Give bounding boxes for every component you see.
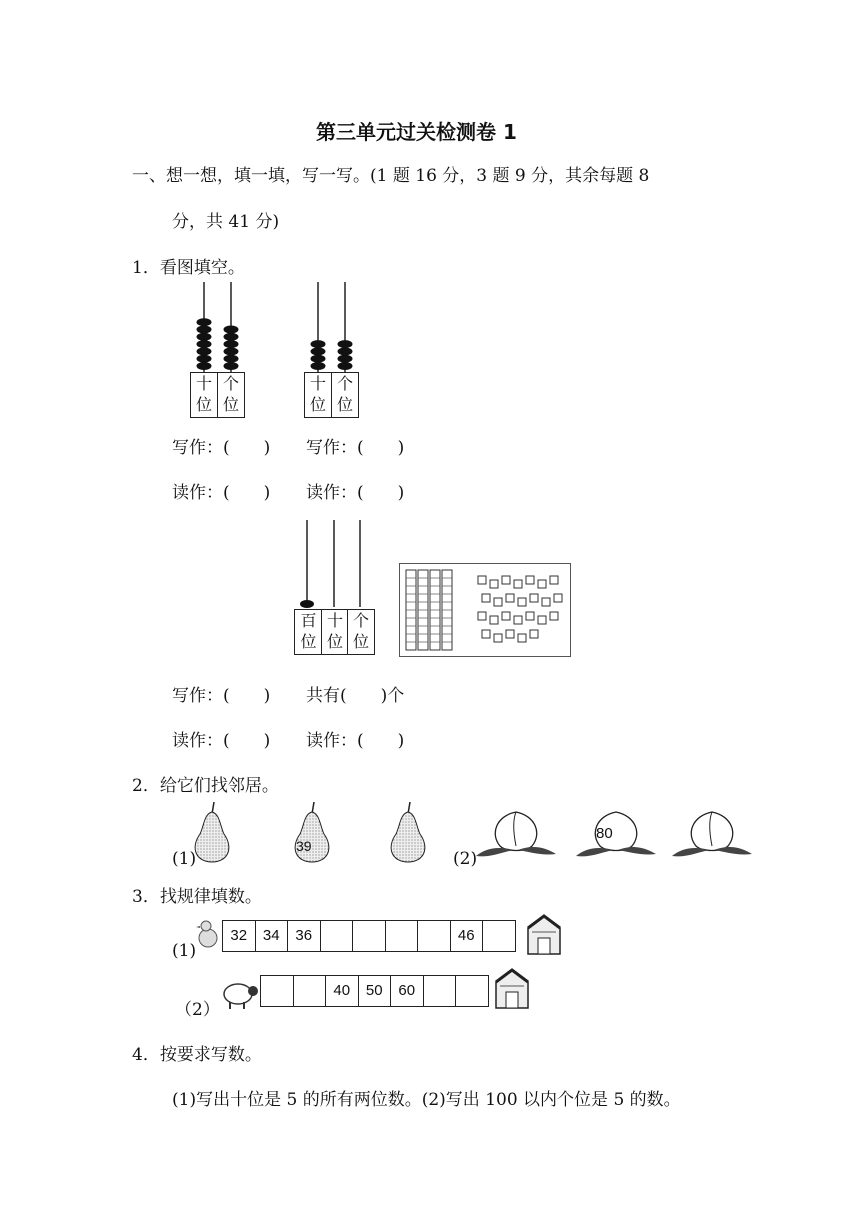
unit-cube xyxy=(478,576,486,584)
read-blank-2[interactable]: 读作：( ) xyxy=(306,483,405,503)
unit-cube xyxy=(506,630,514,638)
abacus-bead xyxy=(338,362,353,370)
abacus-bead xyxy=(224,347,239,355)
question-3-heading: 3．找规律填数。 xyxy=(132,887,262,907)
sequence-2-cell: 50 xyxy=(358,975,392,1007)
sequence-2-cell: 60 xyxy=(390,975,424,1007)
part-1-label: (1) xyxy=(172,849,197,869)
sequence-2-cell[interactable] xyxy=(260,975,294,1007)
cubes-drawing xyxy=(400,564,570,656)
cubes-picture xyxy=(399,563,571,657)
ones-label-text: 个 位 xyxy=(222,374,239,414)
abacus-2-tens-label xyxy=(304,372,332,418)
question-2-heading: 2．给它们找邻居。 xyxy=(132,776,279,796)
abacus-bead xyxy=(197,318,212,326)
abacus-3-ones-label xyxy=(347,609,375,655)
abacus-3-tens-label xyxy=(321,609,349,655)
unit-cube xyxy=(482,594,490,602)
peach-icon-right xyxy=(672,812,752,856)
unit-cube xyxy=(478,612,486,620)
unit-cube xyxy=(502,576,510,584)
sequence-1-cell[interactable] xyxy=(482,920,516,952)
read-blank-4[interactable]: 读作：( ) xyxy=(306,731,405,751)
unit-cube xyxy=(526,612,534,620)
house-icon-1 xyxy=(524,914,564,956)
abacus-bead xyxy=(197,355,212,363)
abacus-bead xyxy=(311,362,326,370)
unit-cube xyxy=(550,576,558,584)
pear-icon-left xyxy=(195,802,229,862)
house-icon-2 xyxy=(492,968,532,1010)
abacus-bead xyxy=(311,347,326,355)
unit-cube xyxy=(518,598,526,606)
sequence-2-cell[interactable] xyxy=(455,975,489,1007)
abacus-bead xyxy=(224,340,239,348)
pears-row xyxy=(188,800,428,870)
unit-cube xyxy=(526,576,534,584)
unit-cube xyxy=(490,616,498,624)
ones-label-text: 个 位 xyxy=(352,611,369,651)
abacus-3-hundreds-label xyxy=(294,609,323,655)
unit-cube xyxy=(514,616,522,624)
sheep-icon xyxy=(218,980,260,1010)
write-blank-3[interactable]: 写作：( ) xyxy=(172,686,271,706)
abacus-bead xyxy=(224,326,239,334)
abacus-2-ones-label xyxy=(331,372,359,418)
abacus-bead xyxy=(197,333,212,341)
abacus-bead xyxy=(197,340,212,348)
question-4-heading: 4．按要求写数。 xyxy=(132,1045,262,1065)
unit-cube xyxy=(530,594,538,602)
question-4-instructions: (1)写出十位是 5 的所有两位数。(2)写出 100 以内个位是 5 的数。 xyxy=(172,1090,681,1110)
chick-icon xyxy=(196,918,220,952)
abacus-bead xyxy=(311,340,326,348)
abacus-bead xyxy=(224,333,239,341)
hundreds-label-text: 百 位 xyxy=(300,611,317,651)
unit-cube xyxy=(542,598,550,606)
unit-cube xyxy=(518,634,526,642)
section-heading-line2: 分，共 41 分) xyxy=(172,212,280,232)
peach-icon-middle xyxy=(576,812,656,856)
abacus-1-tens-label xyxy=(190,372,218,418)
peach-number: 80 xyxy=(596,825,613,842)
sequence-1-cell[interactable] xyxy=(385,920,419,952)
peach-icon-left xyxy=(476,812,556,856)
tens-label-text: 十 位 xyxy=(309,374,326,414)
hundreds-bead xyxy=(300,600,314,608)
unit-cube xyxy=(530,630,538,638)
unit-cube xyxy=(506,594,514,602)
abacus-bead xyxy=(311,355,326,363)
page-title: 第三单元过关检测卷 1 xyxy=(316,120,517,144)
question-1-heading: 1．看图填空。 xyxy=(132,258,245,278)
read-blank-3[interactable]: 读作：( ) xyxy=(172,731,271,751)
abacus-bead xyxy=(338,340,353,348)
part-2-label: (2) xyxy=(453,849,478,869)
unit-cube xyxy=(494,598,502,606)
pear-number: 39 xyxy=(296,838,312,854)
sequence-1-cell: 36 xyxy=(287,920,321,952)
write-blank-1[interactable]: 写作：( ) xyxy=(172,438,271,458)
sequence-2-cell[interactable] xyxy=(293,975,327,1007)
write-blank-2[interactable]: 写作：( ) xyxy=(306,438,405,458)
ones-label-text: 个 位 xyxy=(336,374,353,414)
abacus-bead xyxy=(197,347,212,355)
sequence-1-cell[interactable] xyxy=(320,920,354,952)
unit-cube xyxy=(494,634,502,642)
sequence-2-cell[interactable] xyxy=(423,975,457,1007)
peaches-row xyxy=(476,808,756,868)
sequence-1-cell[interactable] xyxy=(352,920,386,952)
unit-cube xyxy=(482,630,490,638)
sequence-1-cell: 32 xyxy=(222,920,256,952)
sequence-1-cell: 34 xyxy=(255,920,289,952)
pear-icon-right xyxy=(391,802,425,862)
unit-cube xyxy=(514,580,522,588)
abacus-bead xyxy=(338,347,353,355)
abacus-bead xyxy=(224,362,239,370)
section-heading-line1: 一、想一想，填一填，写一写。(1 题 16 分，3 题 9 分，其余每题 8 xyxy=(132,166,650,186)
abacus-bead xyxy=(224,355,239,363)
sequence-2-cell: 40 xyxy=(325,975,359,1007)
unit-cube xyxy=(554,594,562,602)
tens-label-text: 十 位 xyxy=(326,611,343,651)
read-blank-1[interactable]: 读作：( ) xyxy=(172,483,271,503)
sequence-1-cell: 46 xyxy=(450,920,484,952)
sequence-1-label: (1) xyxy=(172,941,197,961)
abacus-bead xyxy=(197,362,212,370)
sequence-1-cell[interactable] xyxy=(417,920,451,952)
tens-label-text: 十 位 xyxy=(195,374,212,414)
unit-cube xyxy=(490,580,498,588)
unit-cube xyxy=(550,612,558,620)
count-blank[interactable]: 共有( )个 xyxy=(306,686,405,706)
abacus-bead xyxy=(338,355,353,363)
unit-cube xyxy=(538,616,546,624)
unit-cube xyxy=(538,580,546,588)
abacus-bead xyxy=(197,326,212,334)
unit-cube xyxy=(502,612,510,620)
sequence-2-label: （2） xyxy=(175,1000,220,1020)
abacus-1-ones-label xyxy=(217,372,245,418)
